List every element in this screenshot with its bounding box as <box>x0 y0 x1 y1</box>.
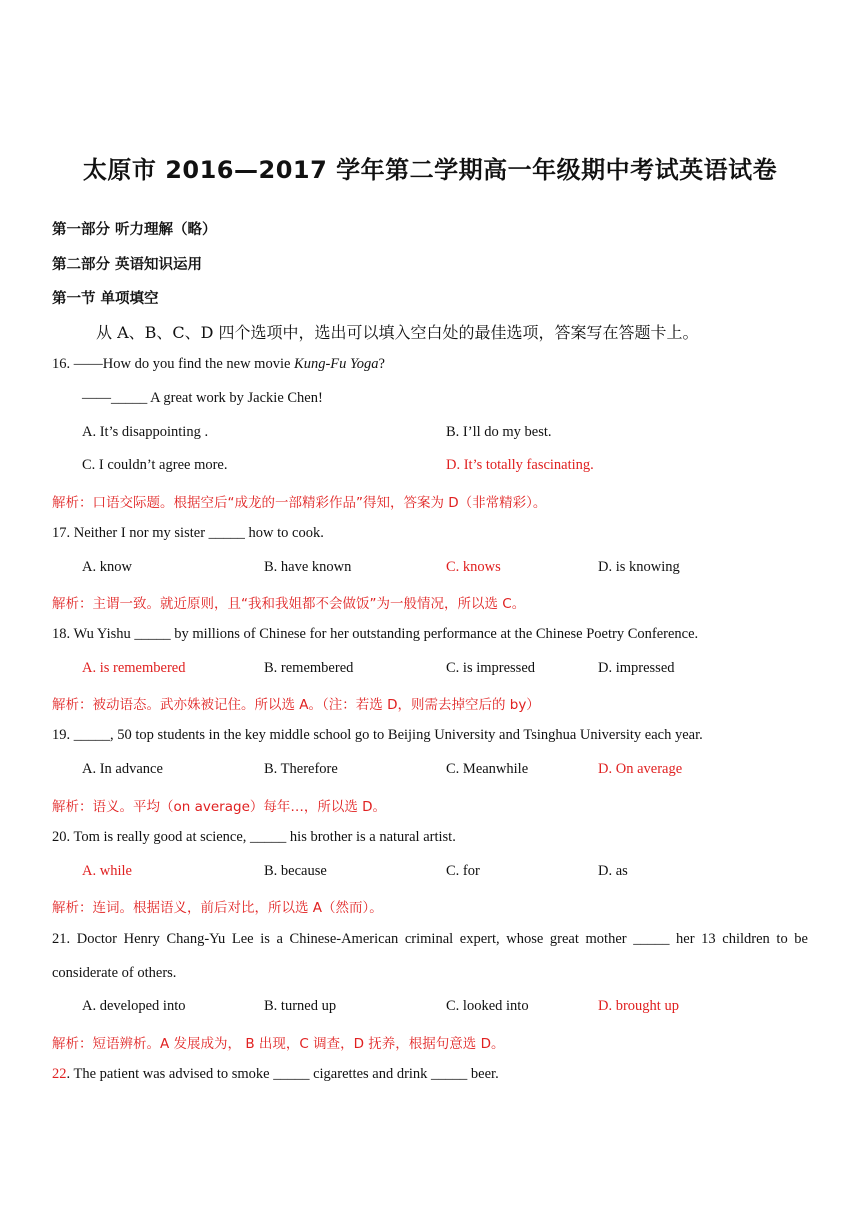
q18-stem: 18. Wu Yishu _____ by millions of Chinese for her outstanding performance at the Chinese Poetry Conference. <box>52 626 699 642</box>
q17-option-d: D. is knowing <box>598 559 680 575</box>
q20-explanation: 解析：连词。根据语义，前后对比，所以选 A（然而）。 <box>52 900 383 916</box>
q17-option-a: A. know <box>82 559 132 575</box>
q16-option-c: C. I couldn’t agree more. <box>82 457 228 473</box>
q21-explanation: 解析：短语辨析。A 发展成为， B 出现，C 调查，D 抚养，根据句意选 D。 <box>52 1036 505 1052</box>
q16-stem-b: ? <box>378 356 385 372</box>
q16-reply: ——_____ A great work by Jackie Chen! <box>82 390 323 406</box>
q19-option-c: C. Meanwhile <box>446 761 529 777</box>
q20-option-a-answer: A. while <box>82 863 132 879</box>
q16-stem-a: 16. ——How do you find the new movie <box>52 356 295 372</box>
q17-explanation: 解析：主谓一致。就近原则，且“我和我姐都不会做饭”为一般情况，所以选 C。 <box>52 596 526 612</box>
q19-stem: 19. _____, 50 top students in the key middle school go to Beijing University and Tsinghua University each year. <box>52 727 703 743</box>
part2-heading: 第二部分 英语知识运用 <box>52 257 203 273</box>
q21-option-b: B. turned up <box>264 998 337 1014</box>
q18-option-d: D. impressed <box>598 660 675 676</box>
q21-stem: 21. Doctor Henry Chang-Yu Lee is a Chinese-American criminal expert, whose great mother _____ her 13 children to be considerate of others. <box>52 931 808 981</box>
q18-option-a-answer: A. is remembered <box>82 660 186 676</box>
q16-option-a: A. It’s disappointing . <box>82 424 209 440</box>
q19-explanation: 解析：语义。平均（on average）每年…，所以选 D。 <box>52 799 387 815</box>
q17-option-c-answer: C. knows <box>446 559 501 575</box>
q22-stem-line <box>52 1066 499 1083</box>
q19-option-a: A. In advance <box>82 761 163 777</box>
q18-option-b: B. remembered <box>264 660 354 676</box>
q21-option-a: A. developed into <box>82 998 186 1014</box>
q16-explanation: 解析：口语交际题。根据空后“成龙的一部精彩作品”得知，答案为 D（非常精彩）。 <box>52 495 547 511</box>
q20-option-b: B. because <box>264 863 327 879</box>
q21-option-d-answer: D. brought up <box>598 998 679 1014</box>
q20-option-d: D. as <box>598 863 628 879</box>
q17-stem: 17. Neither I nor my sister _____ how to cook. <box>52 525 324 541</box>
q22-stem: . The patient was advised to smoke _____ cigarettes and drink _____ beer. <box>66 1066 499 1082</box>
q22-number: 22 <box>52 1066 67 1082</box>
q16-stem <box>52 356 385 373</box>
part1-heading: 第一部分 听力理解（略） <box>52 222 217 238</box>
q16-option-b: B. I’ll do my best. <box>446 424 552 440</box>
q19-option-b: B. Therefore <box>264 761 338 777</box>
section1-heading: 第一节 单项填空 <box>52 291 159 307</box>
q16-movie-title: Kung-Fu Yoga <box>294 356 379 372</box>
q18-option-c: C. is impressed <box>446 660 536 676</box>
q20-stem: 20. Tom is really good at science, _____ his brother is a natural artist. <box>52 829 456 845</box>
q21-option-c: C. looked into <box>446 998 529 1014</box>
q17-option-b: B. have known <box>264 559 352 575</box>
q18-explanation: 解析：被动语态。武亦姝被记住。所以选 A。（注：若选 D，则需去掉空后的 by） <box>52 697 540 713</box>
exam-title: 太原市 2016—2017 学年第二学期高一年级期中考试英语试卷 <box>82 156 778 184</box>
q16-option-d-answer: D. It’s totally fascinating. <box>446 457 594 473</box>
instruction-text: 从 A、B、C、D 四个选项中，选出可以填入空白处的最佳选项，答案写在答题卡上。 <box>96 323 699 342</box>
q19-option-d-answer: D. On average <box>598 761 683 777</box>
q20-option-c: C. for <box>446 863 480 879</box>
